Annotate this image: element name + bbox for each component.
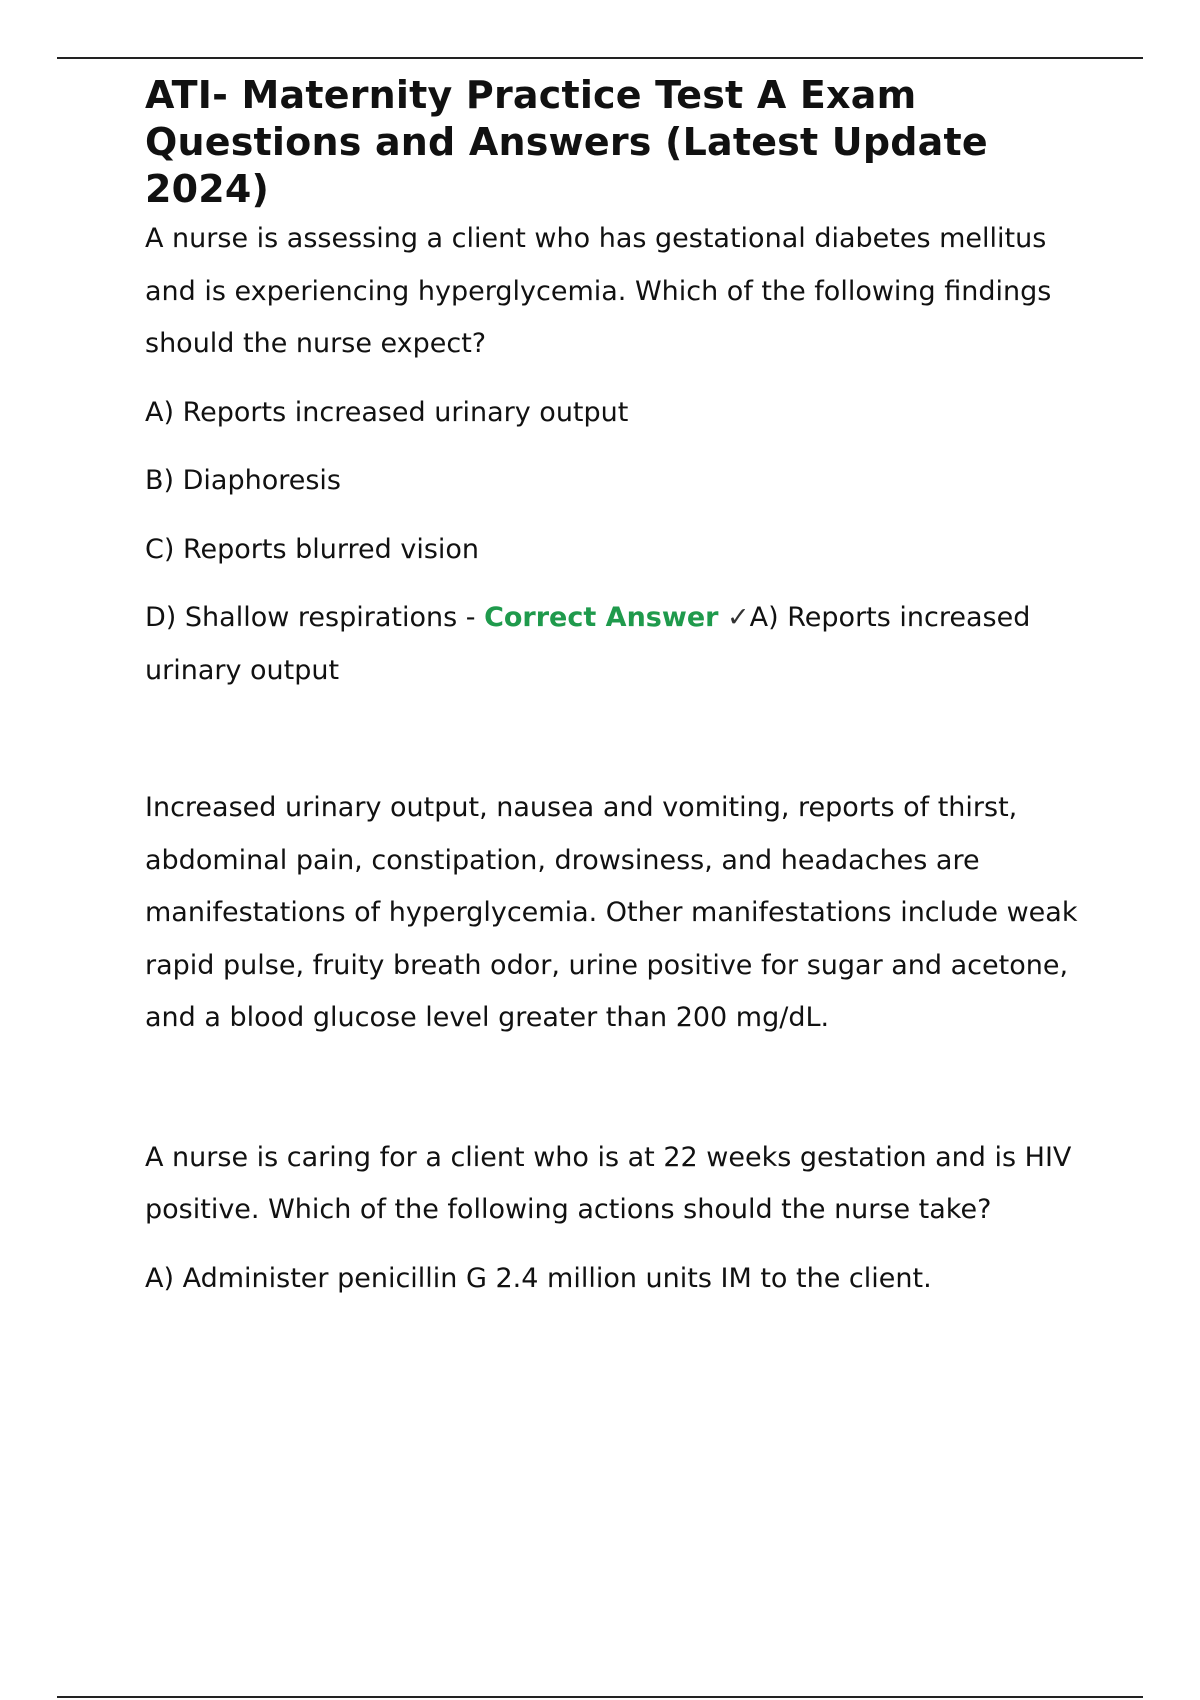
document-body <box>145 72 1095 1305</box>
question-2-stem: A nurse is caring for a client who is at 22 weeks gestation and is HIV positive. Which of the following actions should the nurse take? <box>145 1141 1072 1225</box>
question-1-option-a: A) Reports increased urinary output <box>145 396 629 428</box>
question-2-option-a: A) Administer penicillin G 2.4 million units IM to the client. <box>145 1262 932 1294</box>
question-1-stem: A nurse is assessing a client who has gestational diabetes mellitus and is experiencing hyperglycemia. Which of the following findings should the nurse expect? <box>145 223 1052 359</box>
checkmark-icon: ✓ <box>727 602 750 633</box>
document-title: ATI- Maternity Practice Test A Exam Questions and Answers (Latest Update 2024) <box>145 73 988 211</box>
question-1-option-d-text: D) Shallow respirations - <box>145 602 485 633</box>
bottom-divider <box>57 1696 1143 1698</box>
question-1-option-c: C) Reports blurred vision <box>145 533 480 565</box>
correct-answer-text: A) Reports increased urinary output <box>145 602 1031 686</box>
question-1-option-b: B) Diaphoresis <box>145 465 342 496</box>
question-1-rationale: Increased urinary output, nausea and vomiting, reports of thirst, abdominal pain, constipation, drowsiness, and headaches are manifestations of hyperglycemia. Other manifestations include weak rapid pulse, fruity breath odor, urine positive for sugar and acetone, and a blood glucose level greater than 200 mg/dL. <box>145 792 1078 1033</box>
question-1-option-d <box>145 592 1095 697</box>
correct-answer-label: Correct Answer <box>484 602 719 633</box>
top-divider <box>57 57 1143 59</box>
